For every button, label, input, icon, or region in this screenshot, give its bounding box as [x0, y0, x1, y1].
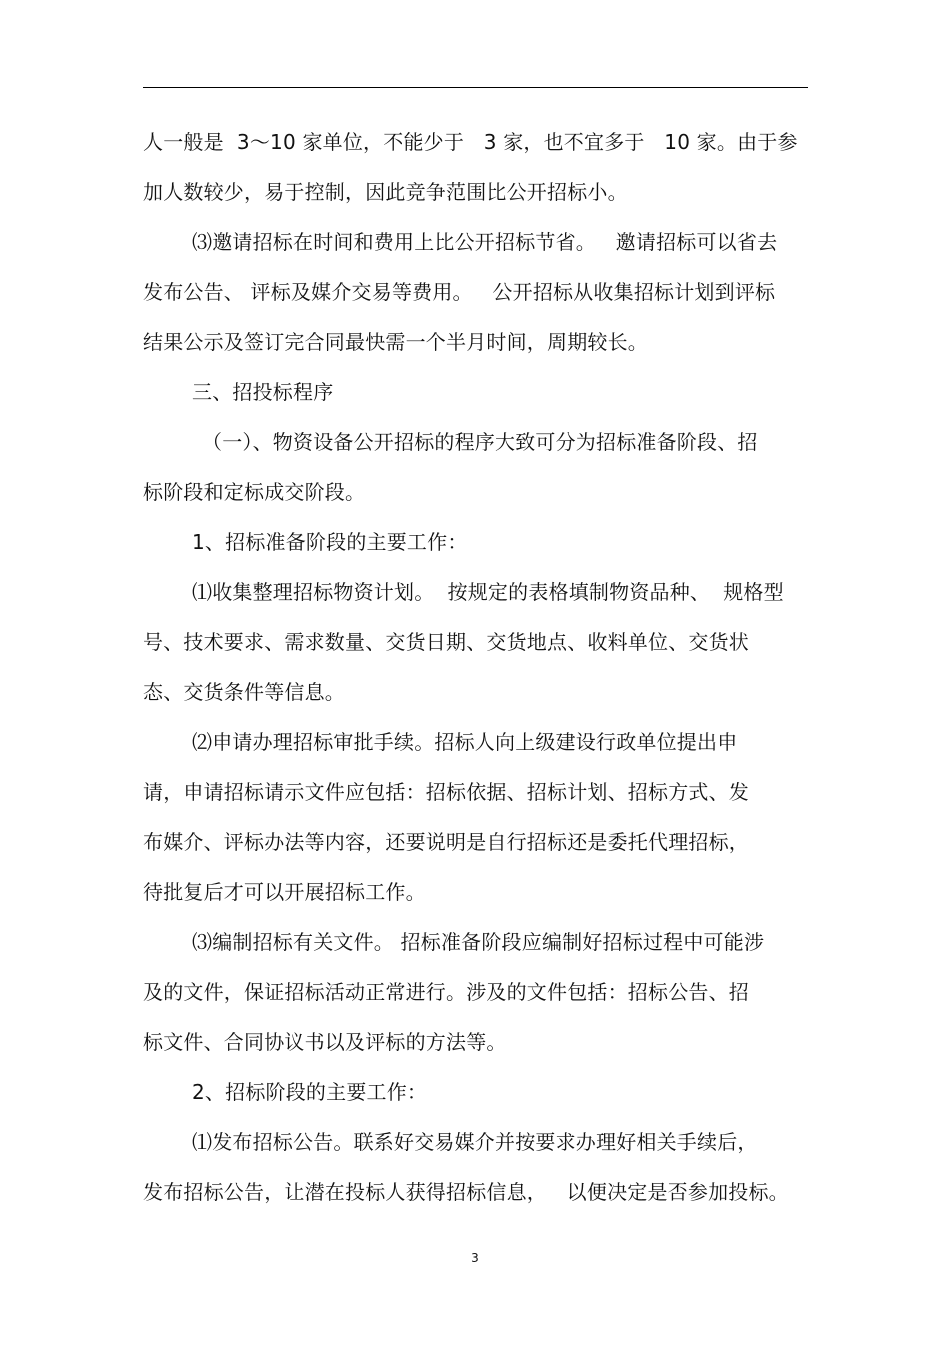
text-line: ⑴发布招标公告。联系好交易媒介并按要求办理好相关手续后，	[192, 1130, 758, 1154]
text-line: 人一般是 3～10 家单位，不能少于 3 家，也不宜多于 10 家。由于参	[143, 130, 798, 154]
page-number: 3	[471, 1251, 479, 1265]
text-line: （一）、物资设备公开招标的程序大致可分为招标准备阶段、招	[202, 430, 758, 454]
text-line: 加人数较少，易于控制，因此竞争范围比公开招标小。	[143, 180, 628, 204]
text-line: 待批复后才可以开展招标工作。	[143, 880, 426, 904]
subsection-heading: 1、招标准备阶段的主要工作：	[192, 530, 468, 554]
text-line: 及的文件，保证招标活动正常进行。涉及的文件包括：招标公告、招	[143, 980, 749, 1004]
text-line: 标阶段和定标成交阶段。	[143, 480, 366, 504]
subsection-heading: 2、招标阶段的主要工作：	[192, 1080, 428, 1104]
text-line: 号、技术要求、需求数量、交货日期、交货地点、收料单位、交货状	[143, 630, 749, 654]
text-line: 发布招标公告，让潜在投标人获得招标信息， 以便决定是否参加投标。	[143, 1180, 789, 1204]
text-line: 发布公告、 评标及媒介交易等费用。 公开招标从收集招标计划到评标	[143, 280, 776, 304]
text-line: ⑶邀请招标在时间和费用上比公开招标节省。 邀请招标可以省去	[192, 230, 778, 254]
text-line: 结果公示及签订完合同最快需一个半月时间，周期较长。	[143, 330, 648, 354]
text-line: ⑴收集整理招标物资计划。 按规定的表格填制物资品种、 规格型	[192, 580, 784, 604]
text-line: ⑶编制招标有关文件。 招标准备阶段应编制好招标过程中可能涉	[192, 930, 765, 954]
text-line: 请，申请招标请示文件应包括：招标依据、招标计划、招标方式、发	[143, 780, 749, 804]
text-line: 标文件、合同协议书以及评标的方法等。	[143, 1030, 507, 1054]
text-line: 布媒介、评标办法等内容，还要说明是自行招标还是委托代理招标，	[143, 830, 749, 854]
text-line: 态、交货条件等信息。	[143, 680, 345, 704]
text-line: ⑵申请办理招标审批手续。招标人向上级建设行政单位提出申	[192, 730, 738, 754]
header-rule	[143, 87, 808, 88]
section-heading: 三、招投标程序	[192, 380, 334, 404]
